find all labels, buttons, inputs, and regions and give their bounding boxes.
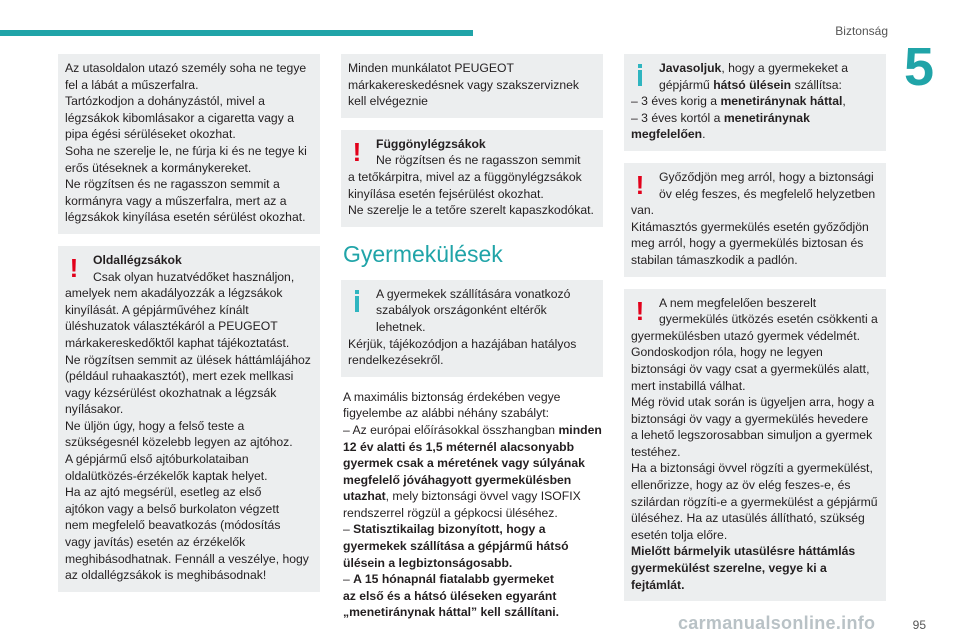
rule-2-line-1: – Statisztikailag bizonyított, hogy a [343, 522, 546, 537]
rules-intro-1: A maximális biztonság érdekében vegye [343, 389, 561, 404]
text-line: gyermekülést szerelne, vegye ki a [631, 561, 827, 576]
section-title: Biztonság [835, 24, 888, 38]
text-line: biztonsági öv vagy csat a gyermekülés alatt, [631, 361, 870, 376]
text-line: kinyílása esetén fejsérülést okozhat. [348, 186, 544, 201]
text-line: üléshuzatok választékáról a PEUGEOT [65, 319, 278, 334]
text-line: van. [631, 203, 655, 218]
rule-1-line-5: utazhat, mely biztonsági övvel vagy ISOFIX [343, 489, 581, 504]
curtain-airbag-title: Függönylégzsákok [376, 136, 486, 151]
text-line: márkakereskedésnek vagy szakszerviznek [348, 77, 579, 92]
text-line: nem megfelelő beavatkozás (módosítás [65, 518, 281, 533]
text-line: vagy javítás) esetén az érzékelők [65, 535, 246, 550]
watermark: carmanualsonline.info [678, 613, 876, 633]
text-line: erős ütéseknek a kormánykereket. [65, 160, 252, 175]
text-line: pipa égési sérüléseket okozhat. [65, 127, 236, 142]
side-airbag-text [65, 285, 313, 584]
rule-1-line-4: megfelelő jóváhagyott gyermekülésben [343, 472, 572, 487]
text-line: esetén tolja előre. [631, 527, 728, 542]
text-line: a tetőkárpitra, mivel az a függönylégzsákok [348, 169, 582, 184]
text-line: Kérjük, tájékozódjon a hazájában hatályos [348, 336, 577, 351]
info-first-line: A gyermekek szállítására vonatkozó [376, 286, 571, 301]
text-line: üléséhez. Ha az utasülés állítható, szükség [631, 511, 865, 526]
text-line: Az utasoldalon utazó személy soha ne tegye [65, 61, 307, 75]
info-icon [633, 64, 647, 90]
text-line: Ha az ajtó megsérül, esetleg az első [65, 485, 262, 500]
rear-seat-info-box [624, 54, 886, 151]
rule-3-line-2: az első és a hátsó üléseken egyaránt [343, 588, 557, 603]
text-line: Ha a biztonsági övvel rögzíti a gyermekülést, [631, 461, 873, 476]
text-line: Tartózkodjon a dohányzástól, mivel a [65, 94, 265, 109]
child-seat-info-box [341, 280, 603, 377]
child-seats-heading: Gyermekülések [343, 240, 503, 267]
install-bold-text [631, 543, 879, 593]
text-line: Kitámasztós gyermekülés esetén győződjön [631, 219, 869, 234]
text-line: meghibásodhatnak. Fennáll a veszélye, hogy [65, 551, 309, 566]
text-line: Mielőtt bármelyik utasülésre háttámlás [631, 544, 856, 559]
rule-3-line-3: „menetiránynak háttal” kell szállítani. [343, 605, 560, 620]
install-first-line: A nem megfelelően beszerelt [659, 295, 817, 310]
install-second-line: gyermekülés ütközés esetén csökkenti a [659, 312, 878, 327]
warning-icon: ! [69, 252, 79, 283]
rule-1-line-2: 12 év alatti és 1,5 méternél alacsonyabb [343, 439, 575, 454]
warning-icon: ! [635, 169, 645, 200]
text-line: ajtókon vagy a belső burkolaton végzett [65, 501, 280, 516]
install-text [631, 328, 879, 544]
belt-first-line: Győződjön meg arról, hogy a biztonsági [659, 169, 874, 184]
page-number: 95 [912, 618, 926, 632]
text-line: fel a lábát a műszerfalra. [65, 77, 199, 92]
text-line: ellenőrizze, hogy az öv elég feszes-e, és [631, 478, 851, 493]
text-line: meg arról, hogy a gyermekülés biztosan és [631, 236, 864, 251]
text-line: márkakereskedőktől kaphat tájékoztatást. [65, 335, 290, 350]
text-line: A gépjármű első ajtóburkolataiban [65, 452, 249, 467]
side-airbag-warning-box [58, 246, 320, 592]
text-line: a lehető legszorosabban simuljon a gyermek [631, 428, 873, 443]
info-line-4: – 3 éves kortól a menetiránynak [631, 110, 810, 125]
service-note-box [341, 54, 603, 118]
rule-1-line-6: rendszerrel rögzül a gépkocsi üléséhez. [343, 505, 558, 520]
text-line: az oldallégzsákok is meghibásodnak! [65, 568, 267, 583]
text-line: szükségesnél közelebb legyen az ajtóhoz. [65, 435, 293, 450]
info-line-5: megfelelően. [631, 127, 706, 142]
text-line: Még rövid utak során is ügyeljen arra, hogy a [631, 395, 875, 410]
child-seat-rules [341, 389, 603, 621]
text-line: Ne rögzítsen semmit az ülések háttámlájához [65, 352, 311, 367]
text-line: gyermekülésben utazó gyermek védelmét. [631, 328, 860, 343]
text-line: biztonsági öv vagy a gyermekülés hevedere [631, 411, 869, 426]
info-line-2: gépjármű hátsó ülésein szállítsa: [659, 77, 842, 92]
chapter-number: 5 [903, 37, 934, 97]
installation-warning-box [624, 289, 886, 602]
text-line: vagy kézsérülést okozhatnak a légzsák [65, 385, 277, 400]
side-airbag-title: Oldallégzsákok [93, 252, 182, 267]
curtain-airbag-warning-box [341, 130, 603, 227]
text-line: fejtámlát. [631, 577, 685, 592]
airbag-notes-box [58, 54, 320, 234]
text-line: mert instabillá válhat. [631, 378, 746, 393]
column-2 [341, 54, 603, 621]
rule-1-line-3: gyermek csak a méretének vagy súlyának [343, 456, 585, 471]
rules-intro-2: figyelembe az alábbi néhány szabályt: [343, 406, 549, 421]
belt-second-line: öv elég feszes, és megfelelő helyzetben [659, 186, 876, 201]
rule-3-line-1: – A 15 hónapnál fiatalabb gyermeket [343, 572, 554, 587]
column-1 [58, 54, 320, 604]
text-line: Ne rögzítsen és ne ragasszon semmit a [65, 177, 280, 192]
column-3 [624, 54, 886, 613]
text-line: nyílásakor. [65, 402, 124, 417]
rule-2-line-2: gyermekek szállítása a gépjármű hátsó [343, 539, 569, 554]
text-line: kormányra vagy a műszerfalra, mert az a [65, 193, 287, 208]
text-line: légzsákok kinyílása esetén sérülést okozhat. [65, 210, 306, 225]
warning-icon: ! [635, 295, 645, 326]
warning-icon: ! [352, 136, 362, 167]
info-line-3: – 3 éves korig a menetiránynak háttal, [631, 94, 846, 109]
text-line: Soha ne szerelje le, ne fúrja ki és ne tegye ki [65, 143, 307, 158]
rule-2-line-3: ülésein a legbiztonságosabb. [343, 555, 513, 570]
belt-text [631, 202, 879, 268]
text-line: Minden munkálatot PEUGEOT [348, 61, 514, 75]
info-line-1: Javasoljuk, hogy a gyermekeket a [659, 61, 849, 75]
text-line: rendelkezésekről. [348, 353, 444, 368]
text-line: oldalütközés-érzékelők kaptak helyet. [65, 468, 268, 483]
info-text [348, 336, 596, 369]
text-line: kinyílását. A gépjárművéhez kínált [65, 302, 249, 317]
info-second-line: szabályok országonként eltérők lehetnek. [376, 303, 547, 334]
text-line: Ne üljön úgy, hogy a felső teste a [65, 418, 245, 433]
rule-1-line-1: – Az európai előírásokkal összhangban minden [343, 422, 602, 437]
curtain-airbag-text [348, 169, 596, 219]
service-note-text [348, 60, 596, 110]
text-line: légzsákok kibomlásakor a cigaretta vagy a [65, 110, 294, 125]
side-airbag-first-line: Csak olyan huzatvédőket használjon, [93, 269, 295, 284]
airbag-notes-text [65, 60, 313, 226]
info-icon [350, 290, 364, 316]
text-line: kell elvégeznie [348, 94, 428, 109]
curtain-airbag-first-line: Ne rögzítsen és ne ragasszon semmit [376, 153, 581, 168]
belt-tension-warning-box [624, 163, 886, 277]
text-line: szilárdan rögzíti-e a gyermekülést a gépjármű [631, 494, 878, 509]
top-accent-bar [0, 30, 473, 36]
text-line: stabilan támaszkodik a padlón. [631, 252, 798, 267]
text-line: Ne szerelje le a tetőre szerelt kapaszkodókat. [348, 203, 594, 218]
text-line: testéhez. [631, 444, 681, 459]
text-line: amelyek nem akadályozzák a légzsákok [65, 286, 283, 301]
text-line: Gondoskodjon róla, hogy ne legyen [631, 345, 823, 360]
text-line: (például ruhaakasztót), mert ezek mellkasi [65, 369, 294, 384]
